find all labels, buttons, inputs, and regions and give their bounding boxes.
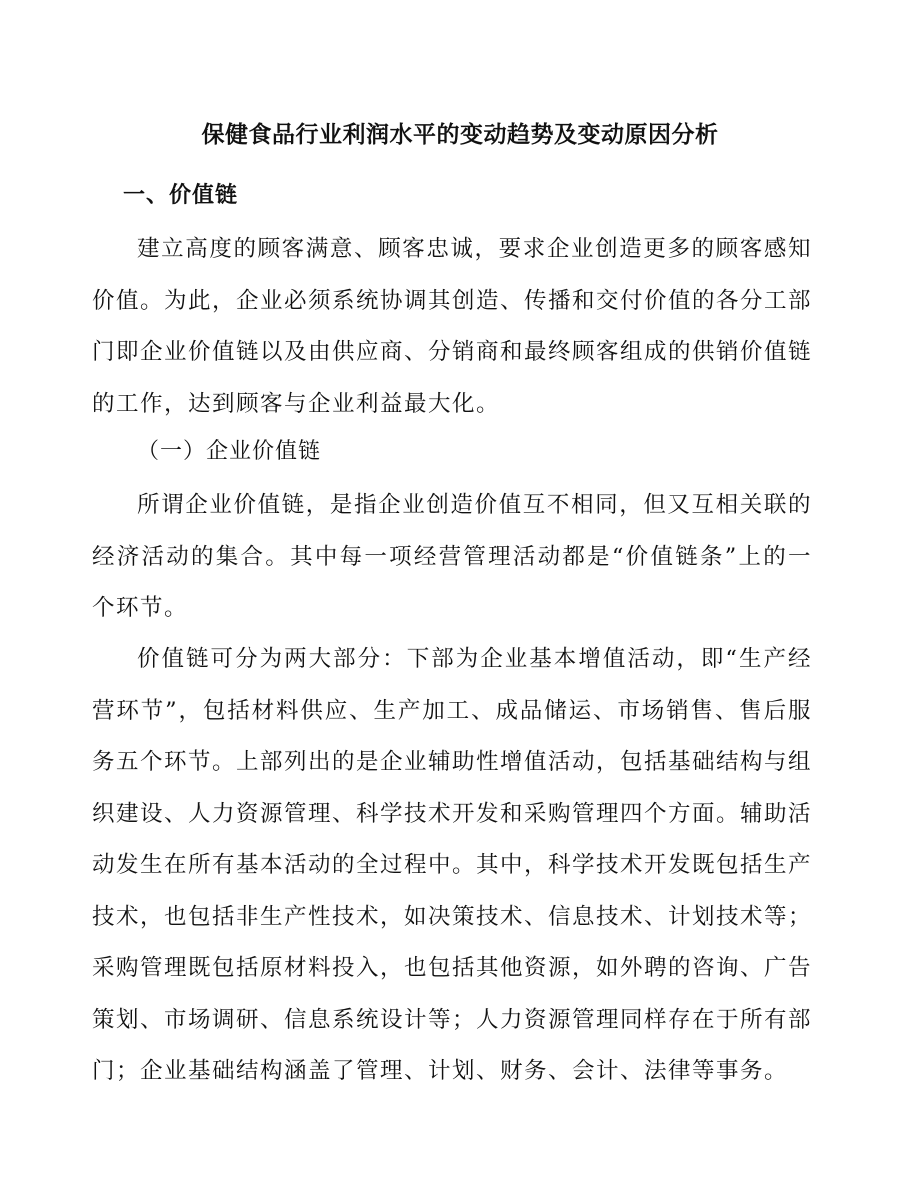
- paragraph-definition: 所谓企业价值链，是指企业创造价值互不相同，但又互相关联的经济活动的集合。其中每一项经营管理活动都是“价值链条”上的一个环节。: [92, 492, 812, 621]
- document-title: 保健食品行业利润水平的变动趋势及变动原因分析: [201, 122, 719, 148]
- section-heading-value-chain: 一、价值链: [123, 183, 239, 208]
- paragraph-structure: 价值链可分为两大部分：下部为企业基本增值活动，即“生产经营环节”，包括材料供应、生产加工、成品储运、市场销售、售后服务五个环节。上部列出的是企业辅助性增值活动，包括基础结构与组织建设、人力资源管理、科学技术开发和采购管理四个方面。辅助活动发生在所有基本活动的全过程中。其中，科学技术开发既包括生产技术，也包括非生产性技术，如决策技术、信息技术、计划技术等；采购管理既包括原材料投入，也包括其他资源，如外聘的咨询、广告策划、市场调研、信息系统设计等；人力资源管理同样存在于所有部门；企业基础结构涵盖了管理、计划、财务、会计、法律等事务。: [92, 646, 813, 1084]
- subsection-heading-enterprise-value-chain: （一）企业价值链: [137, 439, 322, 464]
- paragraph-intro: 建立高度的顾客满意、顾客忠诚，要求企业创造更多的顾客感知价值。为此，企业必须系统协调其创造、传播和交付价值的各分工部门即企业价值链以及由供应商、分销商和最终顾客组成的供销价值链的工作，达到顾客与企业利益最大化。: [92, 236, 813, 417]
